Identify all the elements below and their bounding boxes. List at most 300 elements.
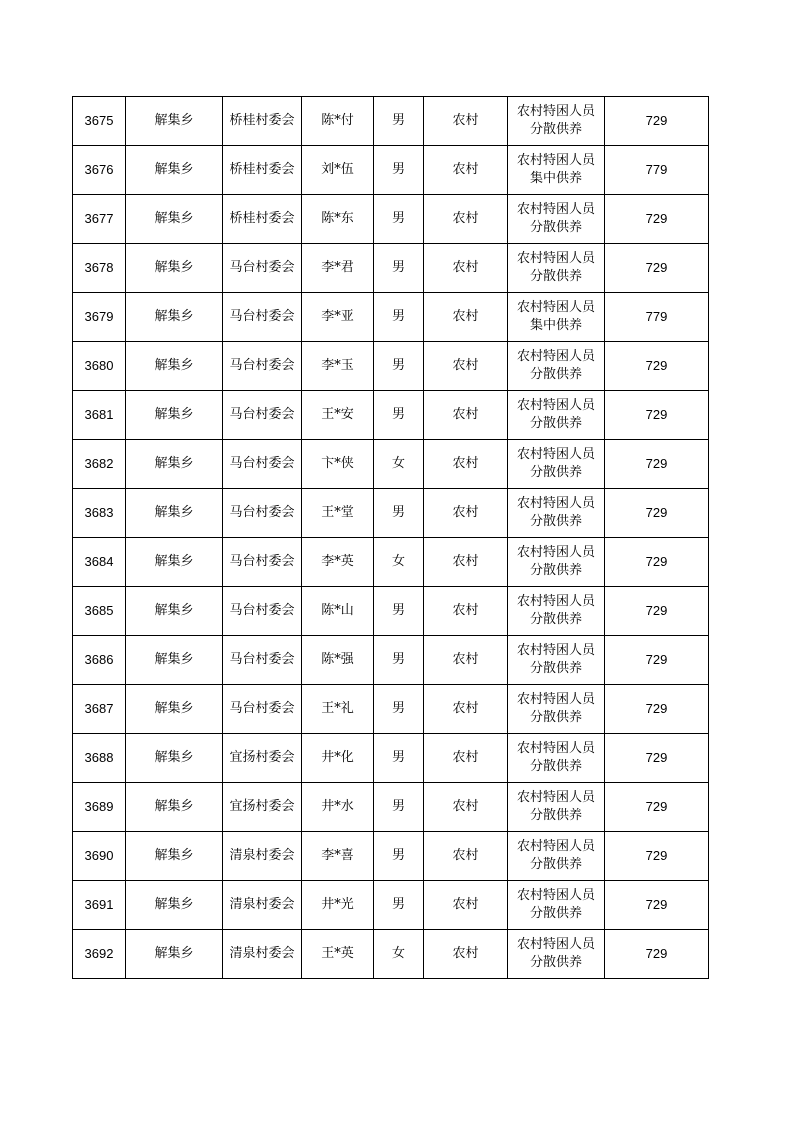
cell-name-text: 李*玉 (321, 358, 354, 373)
cell-name (302, 146, 374, 195)
cell-number-text: 3692 (84, 945, 114, 961)
cell-amount (605, 293, 709, 342)
table-row (73, 538, 709, 587)
cell-name (302, 391, 374, 440)
cell-gender-text: 男 (391, 407, 405, 422)
cell-area-type-text: 农村 (452, 652, 479, 667)
cell-village-committee-text: 马台村委会 (229, 309, 295, 324)
cell-area-type (424, 489, 508, 538)
cell-amount-text: 729 (645, 210, 668, 226)
cell-gender-text: 男 (391, 652, 405, 667)
cell-area-type (424, 195, 508, 244)
cell-township-text: 解集乡 (154, 799, 194, 814)
cell-number-text: 3684 (84, 553, 114, 569)
cell-number (73, 146, 126, 195)
cell-name-text: 王*礼 (321, 701, 354, 716)
cell-area-type-text: 农村 (452, 799, 479, 814)
cell-gender-text: 男 (391, 603, 405, 618)
cell-township-text: 解集乡 (154, 750, 194, 765)
table-row (73, 930, 709, 979)
cell-amount-text: 779 (645, 308, 668, 324)
cell-name (302, 783, 374, 832)
cell-name (302, 97, 374, 146)
cell-village-committee (223, 489, 302, 538)
cell-area-type (424, 244, 508, 293)
cell-area-type (424, 146, 508, 195)
cell-amount-text: 729 (645, 896, 668, 912)
cell-area-type (424, 734, 508, 783)
cell-number-text: 3691 (84, 896, 114, 912)
cell-name (302, 293, 374, 342)
cell-name (302, 636, 374, 685)
cell-gender (374, 538, 424, 587)
cell-assistance-category (508, 930, 605, 979)
cell-assistance-category (508, 195, 605, 244)
cell-township-text: 解集乡 (154, 456, 194, 471)
table-row (73, 440, 709, 489)
cell-village-committee-text: 马台村委会 (229, 407, 295, 422)
cell-amount (605, 440, 709, 489)
cell-gender (374, 342, 424, 391)
table-row (73, 146, 709, 195)
cell-number (73, 734, 126, 783)
cell-area-type-text: 农村 (452, 260, 479, 275)
cell-gender (374, 881, 424, 930)
cell-amount (605, 783, 709, 832)
cell-name (302, 930, 374, 979)
cell-amount-text: 729 (645, 700, 668, 716)
cell-gender (374, 146, 424, 195)
cell-number-text: 3681 (84, 406, 114, 422)
cell-number-text: 3688 (84, 749, 114, 765)
cell-number-text: 3690 (84, 847, 114, 863)
cell-gender-text: 女 (391, 456, 405, 471)
table-row (73, 195, 709, 244)
cell-number (73, 195, 126, 244)
cell-amount (605, 342, 709, 391)
cell-area-type-text: 农村 (452, 407, 479, 422)
cell-amount-text: 729 (645, 945, 668, 961)
cell-area-type-text: 农村 (452, 456, 479, 471)
cell-name (302, 587, 374, 636)
cell-assistance-category (508, 293, 605, 342)
cell-amount-text: 729 (645, 406, 668, 422)
cell-name (302, 342, 374, 391)
cell-area-type (424, 636, 508, 685)
table-row (73, 391, 709, 440)
cell-number (73, 832, 126, 881)
cell-amount (605, 538, 709, 587)
table-body (73, 97, 709, 979)
cell-gender (374, 195, 424, 244)
cell-area-type (424, 930, 508, 979)
cell-assistance-category-text: 农村特困人员分散供养 (516, 251, 595, 284)
cell-area-type-text: 农村 (452, 309, 479, 324)
cell-name-text: 陈*东 (321, 211, 354, 226)
cell-number (73, 342, 126, 391)
cell-name (302, 881, 374, 930)
cell-village-committee-text: 马台村委会 (229, 554, 295, 569)
cell-name (302, 832, 374, 881)
cell-assistance-category-text: 农村特困人员分散供养 (516, 692, 595, 725)
table-row (73, 293, 709, 342)
cell-amount-text: 729 (645, 798, 668, 814)
cell-amount (605, 685, 709, 734)
cell-assistance-category (508, 832, 605, 881)
cell-amount-text: 729 (645, 455, 668, 471)
cell-assistance-category (508, 97, 605, 146)
cell-village-committee (223, 342, 302, 391)
cell-assistance-category-text: 农村特困人员分散供养 (516, 202, 595, 235)
cell-gender (374, 930, 424, 979)
cell-township-text: 解集乡 (154, 554, 194, 569)
cell-assistance-category (508, 685, 605, 734)
cell-village-committee-text: 马台村委会 (229, 456, 295, 471)
cell-name-text: 李*英 (321, 554, 354, 569)
cell-name-text: 王*英 (321, 946, 354, 961)
cell-gender-text: 女 (391, 554, 405, 569)
cell-assistance-category-text: 农村特困人员分散供养 (516, 104, 595, 137)
cell-number-text: 3679 (84, 308, 114, 324)
cell-number-text: 3677 (84, 210, 114, 226)
cell-township (126, 832, 223, 881)
cell-amount-text: 729 (645, 749, 668, 765)
table-row (73, 734, 709, 783)
cell-gender (374, 832, 424, 881)
cell-assistance-category-text: 农村特困人员分散供养 (516, 398, 595, 431)
cell-name-text: 井*水 (321, 799, 354, 814)
cell-amount-text: 729 (645, 847, 668, 863)
cell-assistance-category (508, 881, 605, 930)
cell-village-committee-text: 桥桂村委会 (229, 211, 295, 226)
cell-amount (605, 146, 709, 195)
cell-number (73, 489, 126, 538)
cell-village-committee-text: 马台村委会 (229, 505, 295, 520)
cell-area-type (424, 881, 508, 930)
cell-village-committee (223, 97, 302, 146)
cell-village-committee (223, 636, 302, 685)
cell-gender-text: 男 (391, 309, 405, 324)
cell-amount-text: 729 (645, 259, 668, 275)
cell-gender-text: 男 (391, 750, 405, 765)
cell-assistance-category-text: 农村特困人员集中供养 (516, 153, 595, 186)
cell-township (126, 734, 223, 783)
cell-village-committee (223, 391, 302, 440)
cell-township (126, 342, 223, 391)
cell-name (302, 489, 374, 538)
cell-number-text: 3682 (84, 455, 114, 471)
cell-area-type (424, 342, 508, 391)
cell-number (73, 293, 126, 342)
cell-assistance-category-text: 农村特困人员分散供养 (516, 496, 595, 529)
cell-name (302, 734, 374, 783)
cell-name-text: 陈*付 (321, 113, 354, 128)
cell-assistance-category (508, 538, 605, 587)
cell-village-committee-text: 桥桂村委会 (229, 162, 295, 177)
cell-township-text: 解集乡 (154, 113, 194, 128)
cell-area-type-text: 农村 (452, 603, 479, 618)
cell-village-committee-text: 清泉村委会 (229, 848, 295, 863)
cell-gender-text: 男 (391, 162, 405, 177)
cell-number (73, 391, 126, 440)
cell-assistance-category-text: 农村特困人员分散供养 (516, 545, 595, 578)
cell-area-type-text: 农村 (452, 162, 479, 177)
cell-amount (605, 930, 709, 979)
cell-area-type (424, 783, 508, 832)
cell-assistance-category (508, 734, 605, 783)
cell-village-committee (223, 881, 302, 930)
cell-gender (374, 734, 424, 783)
table-row (73, 342, 709, 391)
cell-gender-text: 男 (391, 260, 405, 275)
cell-area-type (424, 391, 508, 440)
cell-name (302, 440, 374, 489)
cell-township-text: 解集乡 (154, 946, 194, 961)
cell-number (73, 636, 126, 685)
cell-amount (605, 391, 709, 440)
cell-number-text: 3687 (84, 700, 114, 716)
cell-amount (605, 97, 709, 146)
cell-amount-text: 729 (645, 357, 668, 373)
cell-assistance-category (508, 636, 605, 685)
table-row (73, 636, 709, 685)
cell-township-text: 解集乡 (154, 407, 194, 422)
cell-number-text: 3678 (84, 259, 114, 275)
cell-amount (605, 636, 709, 685)
cell-gender-text: 女 (391, 946, 405, 961)
cell-area-type-text: 农村 (452, 897, 479, 912)
cell-gender-text: 男 (391, 701, 405, 716)
cell-name (302, 538, 374, 587)
cell-area-type (424, 587, 508, 636)
cell-township (126, 783, 223, 832)
cell-township-text: 解集乡 (154, 505, 194, 520)
cell-name-text: 王*安 (321, 407, 354, 422)
cell-assistance-category (508, 391, 605, 440)
cell-township (126, 881, 223, 930)
cell-township-text: 解集乡 (154, 652, 194, 667)
cell-assistance-category-text: 农村特困人员分散供养 (516, 594, 595, 627)
table-row (73, 685, 709, 734)
cell-township (126, 195, 223, 244)
cell-township (126, 587, 223, 636)
cell-township-text: 解集乡 (154, 848, 194, 863)
cell-area-type-text: 农村 (452, 211, 479, 226)
beneficiary-table (72, 96, 709, 979)
cell-number-text: 3676 (84, 161, 114, 177)
cell-area-type-text: 农村 (452, 701, 479, 716)
cell-gender (374, 440, 424, 489)
cell-area-type (424, 293, 508, 342)
cell-number (73, 930, 126, 979)
cell-number (73, 440, 126, 489)
cell-amount (605, 489, 709, 538)
cell-gender (374, 293, 424, 342)
cell-township (126, 293, 223, 342)
table-row (73, 97, 709, 146)
cell-number-text: 3680 (84, 357, 114, 373)
cell-assistance-category-text: 农村特困人员分散供养 (516, 839, 595, 872)
cell-number-text: 3683 (84, 504, 114, 520)
cell-gender (374, 97, 424, 146)
cell-gender (374, 783, 424, 832)
cell-village-committee-text: 宜扬村委会 (229, 799, 295, 814)
cell-village-committee-text: 马台村委会 (229, 701, 295, 716)
cell-village-committee-text: 清泉村委会 (229, 946, 295, 961)
cell-village-committee (223, 587, 302, 636)
cell-area-type (424, 538, 508, 587)
cell-village-committee (223, 195, 302, 244)
cell-gender-text: 男 (391, 799, 405, 814)
cell-village-committee-text: 马台村委会 (229, 652, 295, 667)
cell-gender (374, 244, 424, 293)
cell-township (126, 930, 223, 979)
cell-amount-text: 729 (645, 602, 668, 618)
cell-township-text: 解集乡 (154, 701, 194, 716)
cell-number-text: 3675 (84, 112, 114, 128)
cell-township-text: 解集乡 (154, 897, 194, 912)
cell-township (126, 97, 223, 146)
cell-area-type-text: 农村 (452, 113, 479, 128)
cell-gender-text: 男 (391, 211, 405, 226)
cell-number (73, 881, 126, 930)
cell-name-text: 井*光 (321, 897, 354, 912)
cell-number (73, 97, 126, 146)
cell-village-committee (223, 293, 302, 342)
cell-assistance-category-text: 农村特困人员分散供养 (516, 888, 595, 921)
cell-gender (374, 636, 424, 685)
cell-gender-text: 男 (391, 897, 405, 912)
cell-number (73, 244, 126, 293)
cell-assistance-category (508, 146, 605, 195)
cell-township-text: 解集乡 (154, 603, 194, 618)
cell-township (126, 636, 223, 685)
cell-area-type-text: 农村 (452, 750, 479, 765)
cell-name (302, 195, 374, 244)
table-row (73, 832, 709, 881)
cell-amount (605, 195, 709, 244)
cell-gender-text: 男 (391, 848, 405, 863)
cell-area-type (424, 685, 508, 734)
cell-area-type-text: 农村 (452, 946, 479, 961)
cell-name-text: 井*化 (321, 750, 354, 765)
cell-township-text: 解集乡 (154, 260, 194, 275)
cell-assistance-category-text: 农村特困人员分散供养 (516, 937, 595, 970)
cell-village-committee-text: 马台村委会 (229, 358, 295, 373)
cell-assistance-category (508, 783, 605, 832)
cell-assistance-category (508, 587, 605, 636)
cell-assistance-category-text: 农村特困人员集中供养 (516, 300, 595, 333)
table-row (73, 489, 709, 538)
cell-amount-text: 729 (645, 112, 668, 128)
cell-number (73, 587, 126, 636)
cell-township-text: 解集乡 (154, 211, 194, 226)
table-row (73, 244, 709, 293)
cell-township (126, 685, 223, 734)
cell-area-type-text: 农村 (452, 554, 479, 569)
cell-township (126, 391, 223, 440)
cell-name-text: 陈*山 (321, 603, 354, 618)
cell-township-text: 解集乡 (154, 309, 194, 324)
cell-name-text: 李*亚 (321, 309, 354, 324)
cell-township (126, 440, 223, 489)
cell-village-committee (223, 244, 302, 293)
cell-gender (374, 587, 424, 636)
cell-number (73, 685, 126, 734)
cell-area-type (424, 832, 508, 881)
cell-number (73, 538, 126, 587)
cell-amount (605, 832, 709, 881)
cell-assistance-category (508, 244, 605, 293)
cell-gender (374, 685, 424, 734)
cell-village-committee (223, 783, 302, 832)
cell-amount (605, 881, 709, 930)
cell-assistance-category (508, 489, 605, 538)
cell-area-type-text: 农村 (452, 848, 479, 863)
cell-name-text: 李*君 (321, 260, 354, 275)
cell-assistance-category-text: 农村特困人员分散供养 (516, 643, 595, 676)
cell-name (302, 685, 374, 734)
cell-name (302, 244, 374, 293)
cell-village-committee-text: 马台村委会 (229, 603, 295, 618)
cell-amount-text: 729 (645, 651, 668, 667)
cell-assistance-category (508, 440, 605, 489)
cell-gender (374, 489, 424, 538)
cell-amount (605, 587, 709, 636)
cell-amount (605, 244, 709, 293)
cell-area-type (424, 440, 508, 489)
cell-village-committee-text: 马台村委会 (229, 260, 295, 275)
cell-village-committee-text: 桥桂村委会 (229, 113, 295, 128)
cell-area-type-text: 农村 (452, 505, 479, 520)
cell-number-text: 3685 (84, 602, 114, 618)
cell-assistance-category-text: 农村特困人员分散供养 (516, 741, 595, 774)
cell-name-text: 王*堂 (321, 505, 354, 520)
cell-township (126, 489, 223, 538)
cell-number-text: 3689 (84, 798, 114, 814)
cell-gender-text: 男 (391, 113, 405, 128)
cell-name-text: 李*喜 (321, 848, 354, 863)
cell-name-text: 陈*强 (321, 652, 354, 667)
cell-number (73, 783, 126, 832)
cell-area-type (424, 97, 508, 146)
cell-gender-text: 男 (391, 358, 405, 373)
cell-village-committee (223, 734, 302, 783)
cell-township-text: 解集乡 (154, 162, 194, 177)
cell-assistance-category (508, 342, 605, 391)
cell-village-committee (223, 440, 302, 489)
cell-assistance-category-text: 农村特困人员分散供养 (516, 447, 595, 480)
cell-gender (374, 391, 424, 440)
cell-name-text: 刘*伍 (321, 162, 354, 177)
cell-village-committee-text: 清泉村委会 (229, 897, 295, 912)
cell-assistance-category-text: 农村特困人员分散供养 (516, 790, 595, 823)
cell-amount-text: 779 (645, 161, 668, 177)
cell-township (126, 146, 223, 195)
cell-name-text: 卞*侠 (321, 456, 354, 471)
cell-area-type-text: 农村 (452, 358, 479, 373)
table-row (73, 783, 709, 832)
table-row (73, 587, 709, 636)
cell-assistance-category-text: 农村特困人员分散供养 (516, 349, 595, 382)
cell-number-text: 3686 (84, 651, 114, 667)
table-row (73, 881, 709, 930)
cell-village-committee (223, 538, 302, 587)
cell-township (126, 538, 223, 587)
cell-village-committee-text: 宜扬村委会 (229, 750, 295, 765)
cell-village-committee (223, 146, 302, 195)
cell-township (126, 244, 223, 293)
